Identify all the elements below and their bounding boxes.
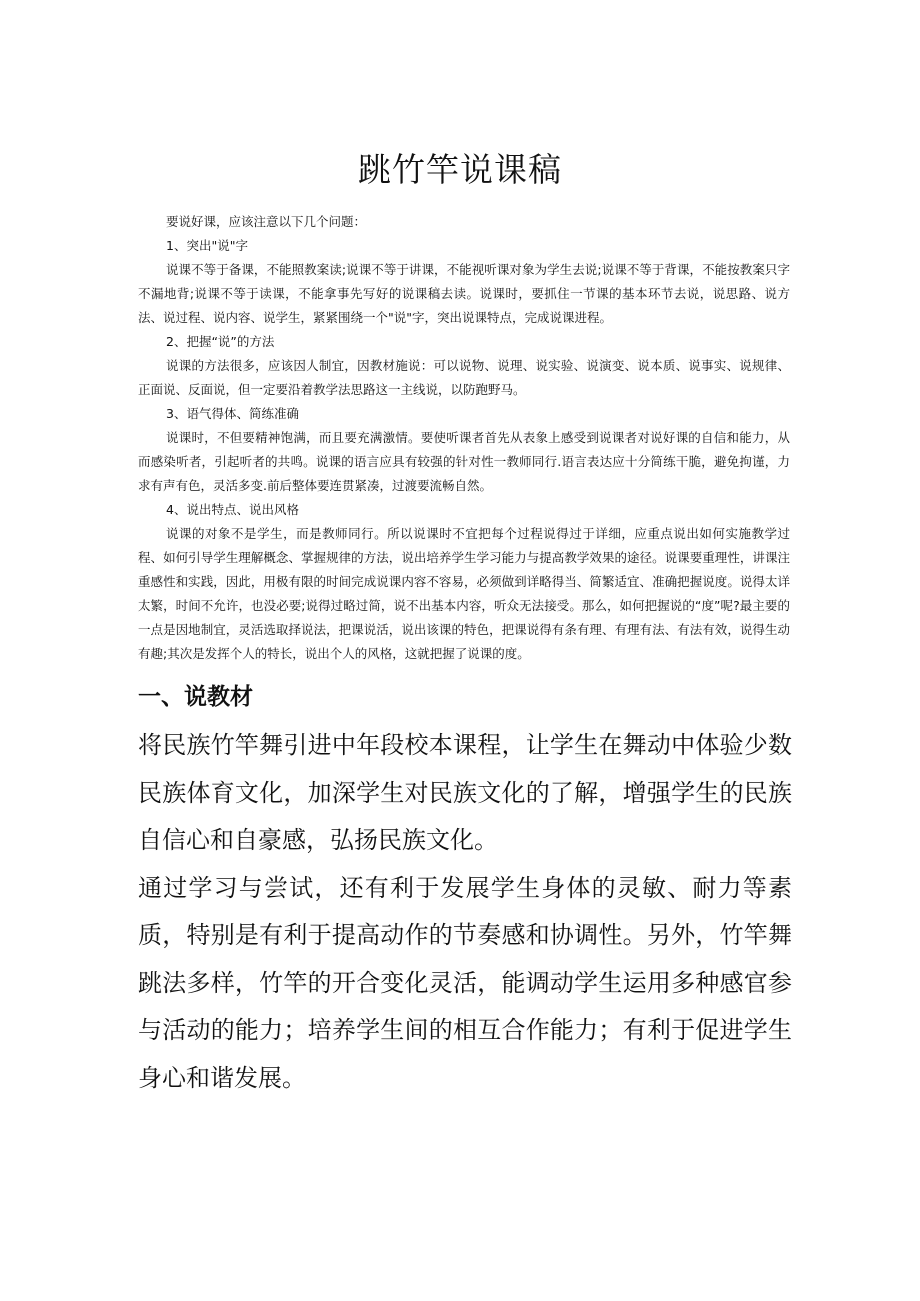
point-4-text: 说课的对象不是学生，而是教师同行。所以说课时不宜把每个过程说得过于详细，应重点说出如何实施教学过程、如何引导学生理解概念、掌握规律的方法，说出培养学生学习能力与提高教学效果的途径。说课要重理性，讲课注重感性和实践，因此，用极有限的时间完成说课内容不容易，必须做到详略得当、简繁适宜、准确把握说度。说得太详太繁，时间不允许，也没必要;说得过略过简，说不出基本内容，听众无法接受。那么，如何把握说的“度”呢?最主要的一点是因地制宜，灵活选取择说法，把课说活，说出该课的特色，把课说得有条有理、有理有法、有法有效，说得生动有趣;其次是发挥个人的特长，说出个人的风格，这就把握了说课的度。: [138, 526, 790, 661]
section-paragraph-2: 通过学习与尝试，还有利于发展学生身体的灵敏、耐力等素质，特别是有利于提高动作的节奏感和协调性。另外，竹竿舞跳法多样，竹竿的开合变化灵活，能调动学生运用多种感官参与活动的能力；培养学生间的相互合作能力；有利于促进学生身心和谐发展。: [138, 873, 792, 1092]
section-body: [138, 722, 792, 1102]
point-2-text: 说课的方法很多，应该因人制宜，因教材施说：可以说物、说理、说实验、说演变、说本质、说事实、说规律、正面说、反面说，但一定要沿着教学法思路这一主线说，以防跑野马。: [138, 358, 790, 397]
point-4-heading: 4、说出特点、说出风格: [166, 502, 299, 517]
document-title: 跳竹竿说课稿: [358, 150, 562, 189]
section-heading-textbook: 一、说教材: [138, 684, 253, 710]
point-3-heading: 3、语气得体、简练准确: [166, 406, 299, 421]
point-2-heading: 2、把握“说”的方法: [166, 334, 275, 349]
intro-block: [138, 210, 790, 666]
point-3-text: 说课时，不但要精神饱满，而且要充满激情。要使听课者首先从表象上感受到说课者对说好课的自信和能力，从而感染听者，引起听者的共鸣。说课的语言应具有较强的针对性一教师同行.语言表达应十分简练干脆，避免拘谨，力求有声有色，灵活多变.前后整体要连贯紧凑，过渡要流畅自然。: [138, 430, 790, 493]
point-1-heading: 1、突出"说"字: [166, 238, 248, 253]
intro-lead: 要说好课，应该注意以下几个问题：: [166, 214, 367, 229]
point-1-text: 说课不等于备课，不能照教案读;说课不等于讲课，不能视听课对象为学生去说;说课不等于背课，不能按教案只字不漏地背;说课不等于读课，不能拿事先写好的说课稿去读。说课时，要抓住一节课的基本环节去说，说思路、说方法、说过程、说内容、说学生，紧紧围绕一个"说"字，突出说课特点，完成说课进程。: [138, 262, 790, 325]
section-paragraph-1: 将民族竹竿舞引进中年段校本课程，让学生在舞动中体验少数民族体育文化，加深学生对民族文化的了解，增强学生的民族自信心和自豪感，弘扬民族文化。: [138, 731, 792, 854]
